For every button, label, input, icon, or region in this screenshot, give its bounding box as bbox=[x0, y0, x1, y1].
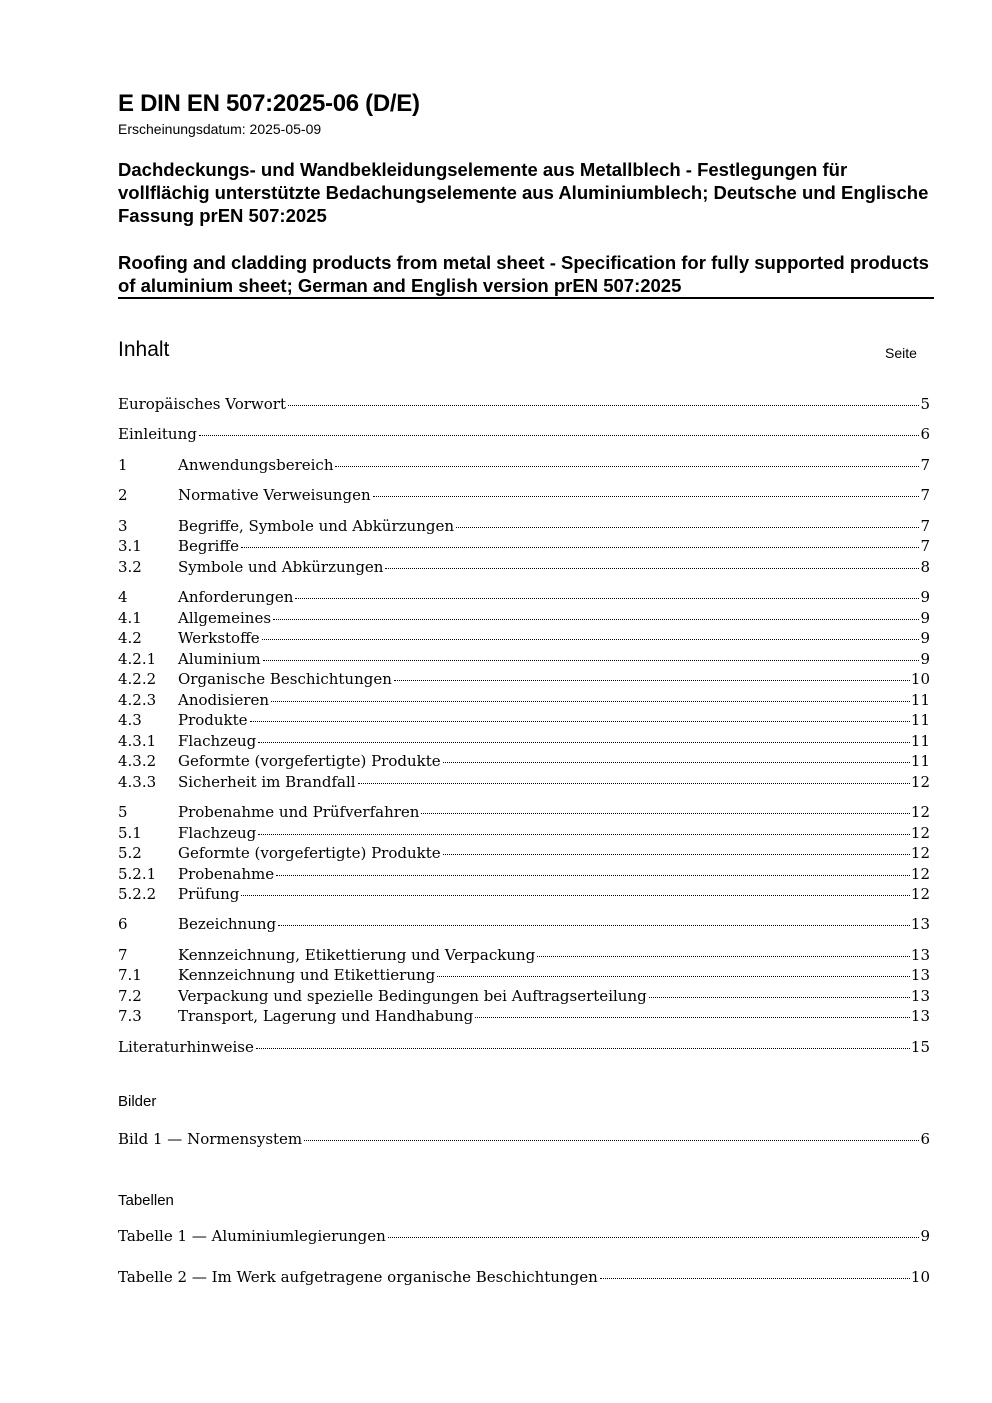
toc-entry-title: Literaturhinweise bbox=[118, 1038, 254, 1056]
toc-entry-page: 12 bbox=[910, 844, 930, 862]
toc-entry-page: 9 bbox=[920, 609, 930, 627]
toc-entry-number: 5.2.1 bbox=[118, 865, 157, 883]
toc-entry-page: 5 bbox=[920, 395, 930, 413]
toc-entry-number: 5.1 bbox=[118, 824, 142, 842]
toc-entry-title: Normative Verweisungen bbox=[178, 486, 371, 504]
table-entry-title: Tabelle 1 — Aluminiumlegierungen bbox=[118, 1227, 386, 1245]
toc-entry-number: 3.1 bbox=[118, 537, 142, 555]
toc-leader bbox=[304, 1139, 919, 1141]
toc-entry-title: Begriffe bbox=[178, 537, 240, 555]
toc-leader bbox=[475, 1016, 910, 1018]
toc-leader bbox=[649, 996, 910, 998]
figure-entry[interactable] bbox=[118, 1130, 930, 1150]
toc-entry-number: 4 bbox=[118, 588, 128, 606]
toc-entry[interactable] bbox=[118, 517, 930, 537]
toc-entry[interactable] bbox=[118, 824, 930, 844]
toc-entry-page: 7 bbox=[920, 486, 930, 504]
toc-entry-number: 1 bbox=[118, 456, 128, 474]
toc-entry-title: Verpackung und spezielle Bedingungen bei Auftragserteilung bbox=[178, 987, 647, 1005]
toc-leader bbox=[199, 434, 920, 436]
toc-entry-title: Symbole und Abkürzungen bbox=[178, 558, 384, 576]
toc-entry-page: 12 bbox=[910, 824, 930, 842]
toc-leader bbox=[600, 1277, 910, 1279]
publication-date-value: 2025-05-09 bbox=[249, 121, 322, 137]
toc-entry[interactable] bbox=[118, 558, 930, 578]
document-id: E DIN EN 507:2025-06 (D/E) bbox=[118, 90, 420, 117]
toc-entry-title: Geformte (vorgefertigte) Produkte bbox=[178, 844, 441, 862]
table-entry[interactable] bbox=[118, 1227, 930, 1247]
toc-leader bbox=[250, 720, 910, 722]
toc-entry[interactable] bbox=[118, 650, 930, 670]
title-german: Dachdeckungs- und Wandbekleidungselemente aus Metallblech - Festlegungen für vollflächig unterstützte Bedachungselemente aus Aluminiumblech; Deutsche und Englische Fassung prEN 507:2025 bbox=[118, 159, 929, 226]
tables-heading: Tabellen bbox=[118, 1192, 174, 1209]
toc-page-column-label: Seite bbox=[885, 345, 917, 361]
toc-leader bbox=[388, 1236, 920, 1238]
toc-entry[interactable] bbox=[118, 885, 930, 905]
toc-leader bbox=[456, 526, 919, 528]
toc-entry-title: Allgemeines bbox=[178, 609, 272, 627]
toc-entry[interactable] bbox=[118, 865, 930, 885]
toc-entry[interactable] bbox=[118, 773, 930, 793]
toc-entry-page: 12 bbox=[910, 773, 930, 791]
toc-entry[interactable] bbox=[118, 966, 930, 986]
toc-entry-page: 10 bbox=[910, 670, 930, 688]
toc-heading: Inhalt bbox=[118, 338, 170, 361]
toc-entry[interactable] bbox=[118, 732, 930, 752]
toc-entry-number: 5.2 bbox=[118, 844, 142, 862]
toc-leader bbox=[278, 924, 910, 926]
toc-entry[interactable] bbox=[118, 588, 930, 608]
toc-entry-title: Prüfung bbox=[178, 885, 240, 903]
toc-entry-page: 13 bbox=[910, 946, 930, 964]
toc-entry-number: 4.2.3 bbox=[118, 691, 157, 709]
toc-leader bbox=[256, 1047, 910, 1049]
toc-entry-page: 13 bbox=[910, 966, 930, 984]
toc-entry-page: 7 bbox=[920, 456, 930, 474]
toc-entry-title: Anforderungen bbox=[178, 588, 294, 606]
publication-date-line bbox=[118, 121, 321, 137]
toc-entry[interactable] bbox=[118, 670, 930, 690]
toc-entry-number: 4.1 bbox=[118, 609, 142, 627]
toc-entry[interactable] bbox=[118, 395, 930, 415]
toc-entry-title: Aluminium bbox=[178, 650, 261, 668]
toc-entry-page: 11 bbox=[910, 732, 930, 750]
toc-leader bbox=[288, 404, 919, 406]
toc-entry[interactable] bbox=[118, 803, 930, 823]
toc-entry-number: 4.2.1 bbox=[118, 650, 157, 668]
toc-entry-number: 6 bbox=[118, 915, 128, 933]
toc-entry-title: Geformte (vorgefertigte) Produkte bbox=[178, 752, 441, 770]
toc-entry[interactable] bbox=[118, 629, 930, 649]
publication-date-label: Erscheinungsdatum: bbox=[118, 121, 246, 137]
toc-entry-page: 7 bbox=[920, 517, 930, 535]
toc-entry-number: 2 bbox=[118, 486, 128, 504]
toc-leader bbox=[295, 597, 919, 599]
toc-entry-page: 11 bbox=[910, 752, 930, 770]
toc-leader bbox=[537, 955, 910, 957]
toc-entry-title: Anodisieren bbox=[178, 691, 270, 709]
toc-entry-page: 9 bbox=[920, 650, 930, 668]
toc-leader bbox=[437, 975, 910, 977]
toc-entry[interactable] bbox=[118, 537, 930, 557]
toc-entry-title: Flachzeug bbox=[178, 732, 257, 750]
table-entry-page: 9 bbox=[920, 1227, 930, 1245]
toc-leader bbox=[263, 659, 920, 661]
figure-entry-page: 6 bbox=[920, 1130, 930, 1148]
toc-leader bbox=[443, 761, 910, 763]
toc-entry[interactable] bbox=[118, 915, 930, 935]
toc-leader bbox=[258, 741, 910, 743]
toc-entry-number: 5.2.2 bbox=[118, 885, 157, 903]
toc-entry-number: 4.2 bbox=[118, 629, 142, 647]
toc-leader bbox=[271, 700, 910, 702]
toc-entry[interactable] bbox=[118, 691, 930, 711]
toc-leader bbox=[258, 833, 910, 835]
toc-entry-title: Transport, Lagerung und Handhabung bbox=[178, 1007, 474, 1025]
toc-leader bbox=[335, 465, 919, 467]
toc-leader bbox=[241, 546, 919, 548]
toc-entry-number: 4.3.1 bbox=[118, 732, 157, 750]
toc-entry-title: Organische Beschichtungen bbox=[178, 670, 392, 688]
toc-entry[interactable] bbox=[118, 711, 930, 731]
figures-heading: Bilder bbox=[118, 1093, 157, 1110]
toc-entry-number: 3 bbox=[118, 517, 128, 535]
table-entry[interactable] bbox=[118, 1268, 930, 1288]
toc-entry-page: 13 bbox=[910, 1007, 930, 1025]
toc-entry-title: Kennzeichnung und Etikettierung bbox=[178, 966, 436, 984]
toc-leader bbox=[385, 567, 919, 569]
toc-entry-title: Kennzeichnung, Etikettierung und Verpackung bbox=[178, 946, 536, 964]
figure-entry-title: Bild 1 — Normensystem bbox=[118, 1130, 303, 1148]
toc-entry-title: Werkstoffe bbox=[178, 629, 260, 647]
toc-entry-title: Einleitung bbox=[118, 425, 197, 443]
toc-entry-page: 12 bbox=[910, 865, 930, 883]
toc-entry-page: 13 bbox=[910, 915, 930, 933]
toc-leader bbox=[394, 679, 910, 681]
toc-entry[interactable] bbox=[118, 987, 930, 1007]
toc-entry-page: 9 bbox=[920, 588, 930, 606]
toc-entry-title: Probenahme und Prüfverfahren bbox=[178, 803, 420, 821]
toc-entry[interactable] bbox=[118, 946, 930, 966]
title-english: Roofing and cladding products from metal sheet - Specification for fully supported products of aluminium sheet; German and English version prEN 507:2025 bbox=[118, 252, 929, 296]
toc-entry[interactable] bbox=[118, 1038, 930, 1058]
toc-entry[interactable] bbox=[118, 844, 930, 864]
toc-leader bbox=[273, 618, 919, 620]
toc-entry-number: 4.3 bbox=[118, 711, 142, 729]
toc-leader bbox=[262, 638, 920, 640]
toc-entry-number: 5 bbox=[118, 803, 128, 821]
toc-entry[interactable] bbox=[118, 1007, 930, 1027]
toc-entry-page: 15 bbox=[910, 1038, 930, 1056]
toc-entry[interactable] bbox=[118, 752, 930, 772]
toc-entry-number: 3.2 bbox=[118, 558, 142, 576]
toc-entry-page: 12 bbox=[910, 803, 930, 821]
toc-entry-page: 7 bbox=[920, 537, 930, 555]
toc-entry-page: 12 bbox=[910, 885, 930, 903]
table-entry-page: 10 bbox=[910, 1268, 930, 1286]
toc-entry-page: 9 bbox=[920, 629, 930, 647]
toc-entry[interactable] bbox=[118, 425, 930, 445]
toc-entry-number: 4.3.3 bbox=[118, 773, 157, 791]
toc-entry-title: Flachzeug bbox=[178, 824, 257, 842]
toc-entry-title: Probenahme bbox=[178, 865, 275, 883]
toc-entry[interactable] bbox=[118, 456, 930, 476]
toc-entry-title: Anwendungsbereich bbox=[178, 456, 334, 474]
toc-entry-number: 7.1 bbox=[118, 966, 142, 984]
toc-leader bbox=[373, 495, 920, 497]
toc-entry-number: 7.2 bbox=[118, 987, 142, 1005]
toc-leader bbox=[358, 782, 910, 784]
toc-entry-page: 13 bbox=[910, 987, 930, 1005]
toc-leader bbox=[443, 853, 910, 855]
toc-leader bbox=[241, 894, 910, 896]
toc-leader bbox=[421, 812, 909, 814]
toc-entry-number: 4.2.2 bbox=[118, 670, 157, 688]
toc-entry-title: Produkte bbox=[178, 711, 248, 729]
toc-entry[interactable] bbox=[118, 609, 930, 629]
toc-entry-title: Bezeichnung bbox=[178, 915, 277, 933]
table-entry-title: Tabelle 2 — Im Werk aufgetragene organische Beschichtungen bbox=[118, 1268, 598, 1286]
toc-entry-page: 11 bbox=[910, 691, 930, 709]
toc-entry[interactable] bbox=[118, 486, 930, 506]
toc-entry-title: Begriffe, Symbole und Abkürzungen bbox=[178, 517, 454, 535]
toc-entry-page: 8 bbox=[920, 558, 930, 576]
toc-entry-number: 7 bbox=[118, 946, 128, 964]
toc-entry-title: Europäisches Vorwort bbox=[118, 395, 286, 413]
toc-entry-title: Sicherheit im Brandfall bbox=[178, 773, 356, 791]
toc-leader bbox=[276, 874, 910, 876]
toc-entry-number: 4.3.2 bbox=[118, 752, 157, 770]
toc-entry-page: 11 bbox=[910, 711, 930, 729]
toc-entry-page: 6 bbox=[920, 425, 930, 443]
toc-entry-number: 7.3 bbox=[118, 1007, 142, 1025]
title-divider bbox=[118, 297, 934, 299]
